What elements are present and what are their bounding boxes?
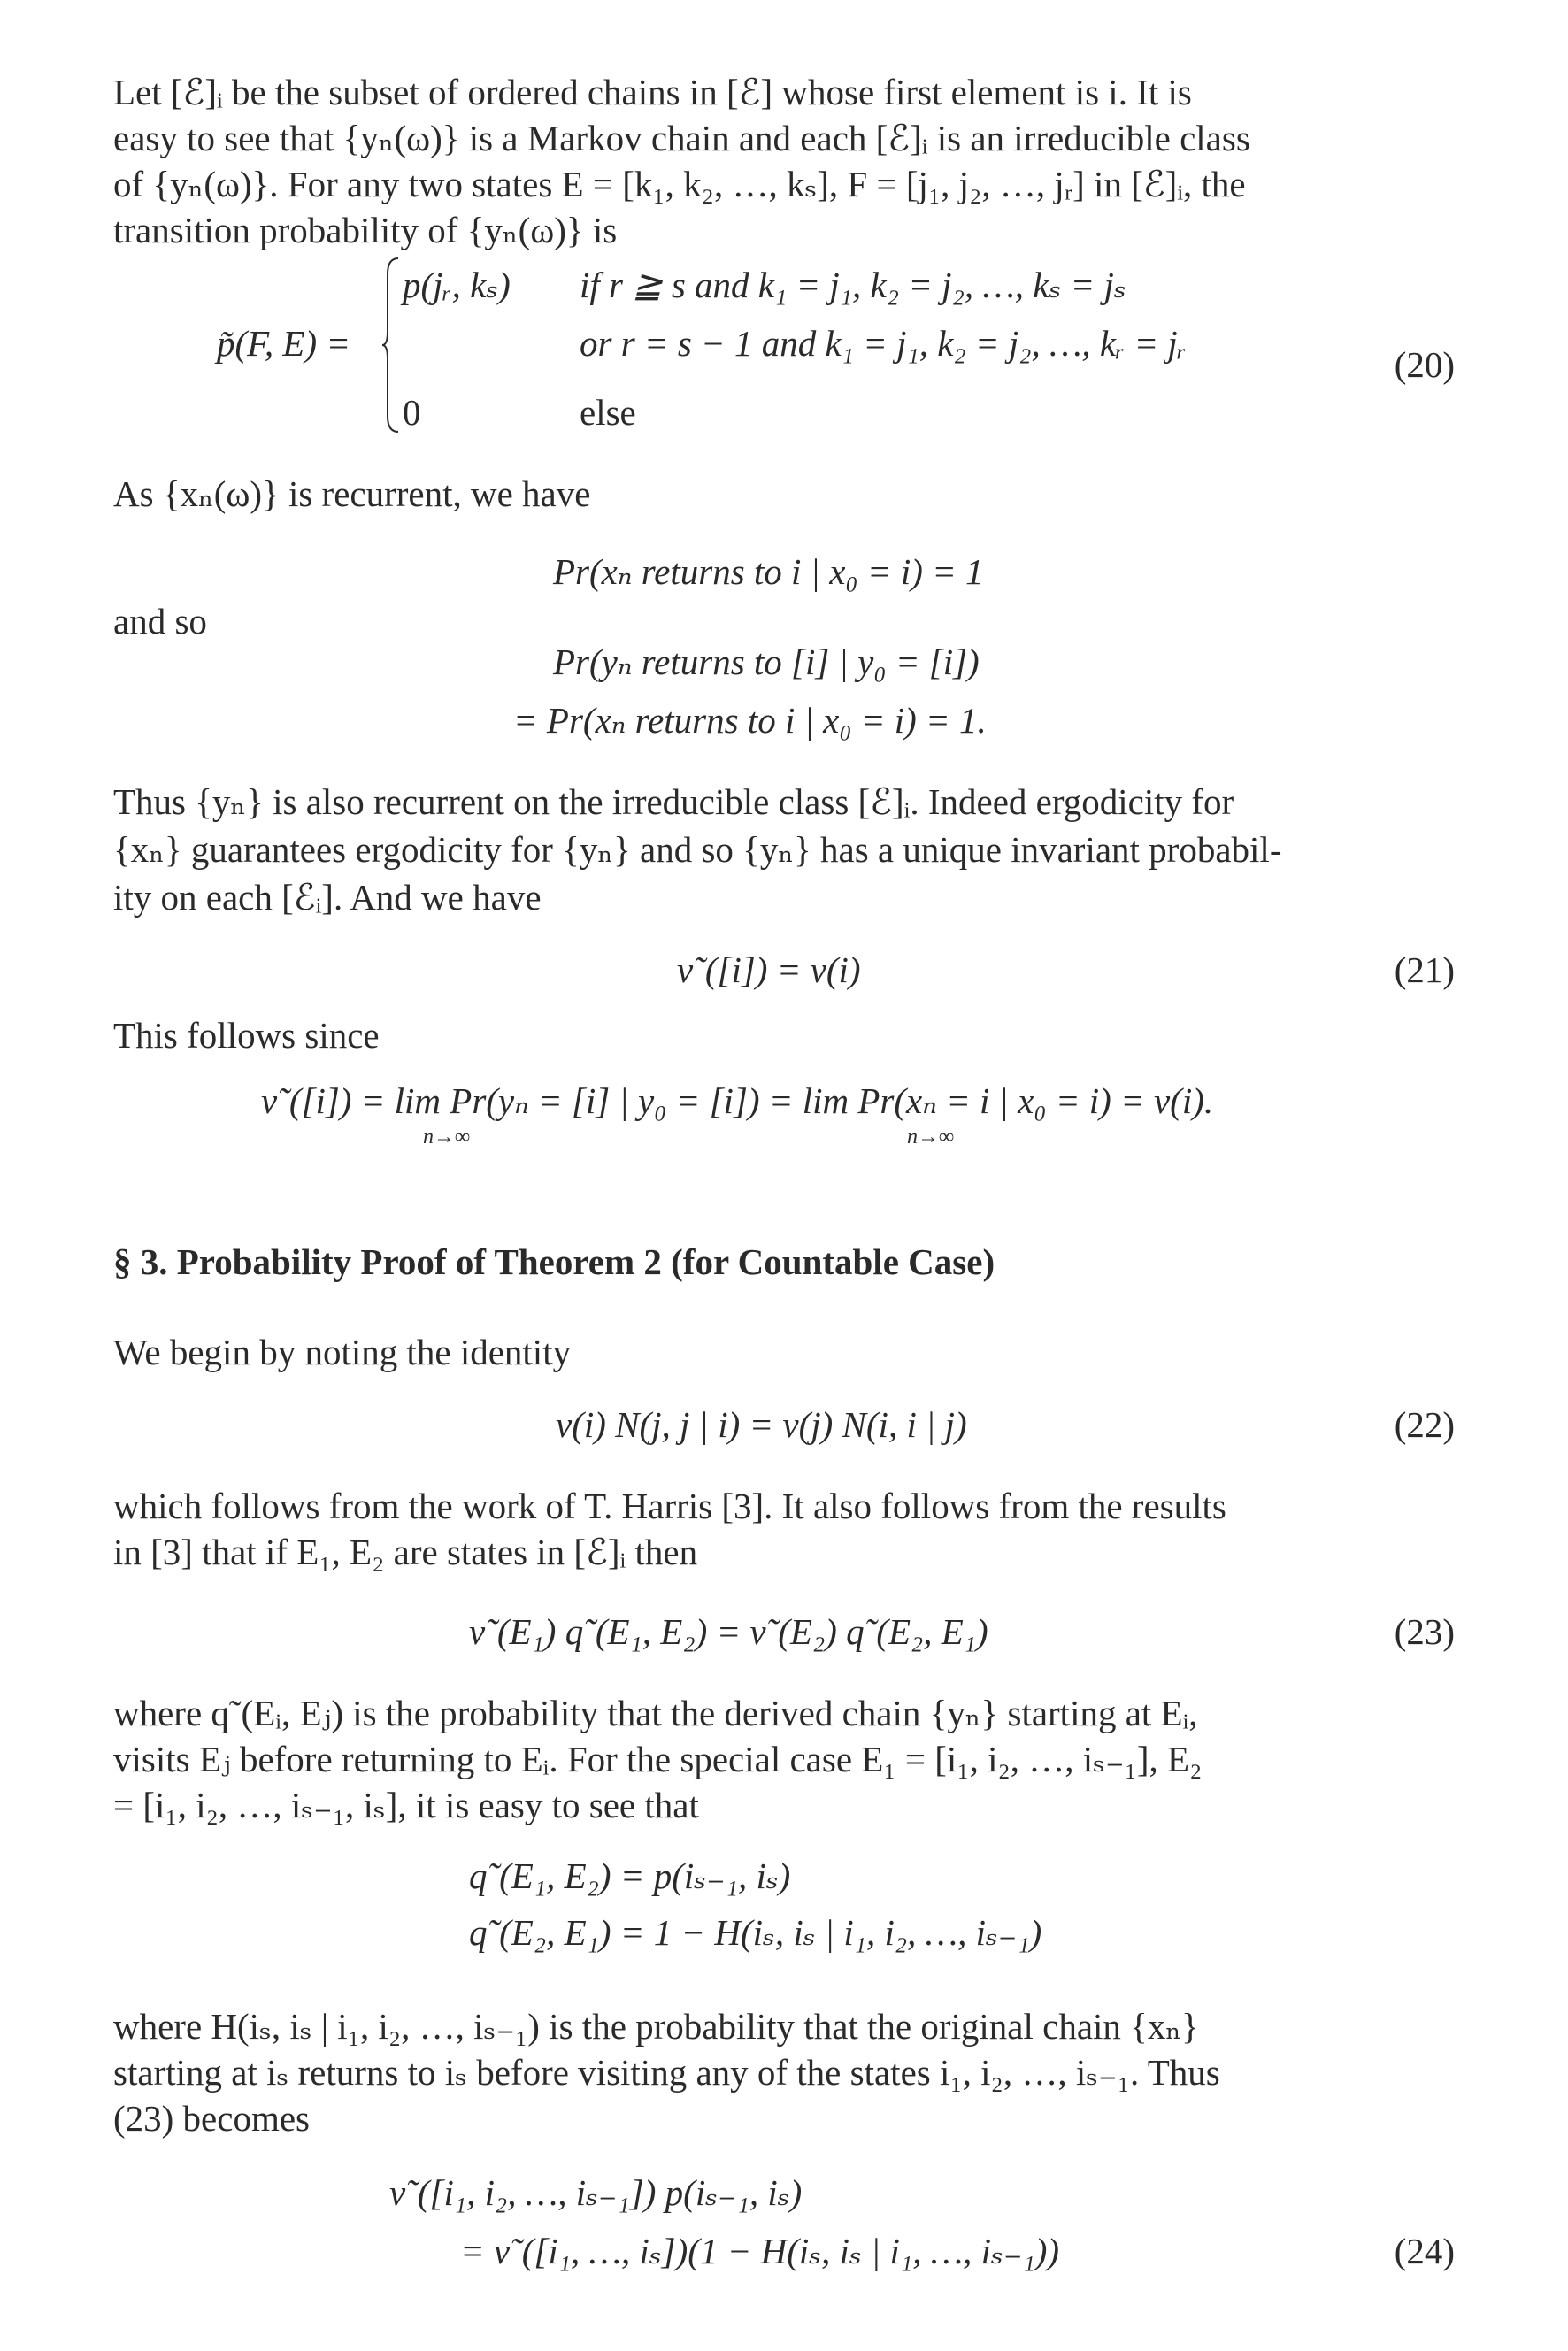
paragraph-line: which follows from the work of T. Harris [3]. It also follows from the results [113, 1486, 1226, 1526]
equation-number: (20) [1394, 344, 1455, 385]
paragraph-line: in [3] that if E₁, E₂ are states in [ℰ]ᵢ then [113, 1532, 698, 1572]
equation-limit: v˜([i]) = lim Pr(yₙ = [i] | y₀ = [i]) = lim Pr(xₙ = i | x₀ = i) = v(i). [261, 1080, 1214, 1121]
equation-q2: q˜(E₂, E₁) = 1 − H(iₛ, iₛ | i₁, i₂, …, iₛ₋₁) [469, 1912, 1042, 1953]
paragraph-line: Thus {yₙ} is also recurrent on the irreducible class [ℰ]ᵢ. Indeed ergodicity for [113, 781, 1234, 822]
paragraph-line: where q˜(Eᵢ, Eⱼ) is the probability that the derived chain {yₙ} starting at Eᵢ, [113, 1693, 1198, 1733]
equation-20-case3-condition: else [580, 392, 636, 433]
section-heading: § 3. Probability Proof of Theorem 2 (for Countable Case) [113, 1241, 995, 1282]
paragraph-line: {xₙ} guarantees ergodicity for {yₙ} and so {yₙ} has a unique invariant probabil- [113, 829, 1282, 870]
paragraph-line: ity on each [ℰᵢ]. And we have [113, 877, 542, 918]
equation-24-line-1: v˜([i₁, i₂, …, iₛ₋₁]) p(iₛ₋₁, iₛ) [389, 2172, 803, 2213]
equation-number: (23) [1394, 1611, 1455, 1652]
equation-number: (22) [1394, 1404, 1455, 1445]
paragraph-line: of {yₙ(ω)}. For any two states E = [k₁, k₂, …, kₛ], F = [j₁, j₂, …, jᵣ] in [ℰ]ᵢ, the [113, 164, 1246, 204]
paragraph-line: visits Eⱼ before returning to Eᵢ. For the special case E₁ = [i₁, i₂, …, iₛ₋₁], E₂ [113, 1739, 1203, 1779]
paragraph-line: easy to see that {yₙ(ω)} is a Markov chain and each [ℰ]ᵢ is an irreducible class [113, 118, 1250, 158]
equation-number: (24) [1394, 2231, 1455, 2271]
limit-subscript: n→∞ [423, 1126, 471, 1149]
equation-24-line-2: = v˜([i₁, …, iₛ])(1 − H(iₛ, iₛ | i₁, …, iₛ₋₁)) [460, 2231, 1060, 2271]
left-brace-icon [382, 257, 400, 434]
equation-22: v(i) N(j, j | i) = v(j) N(i, i | j) [556, 1404, 967, 1445]
limit-subscript: n→∞ [907, 1126, 955, 1149]
paragraph-line: and so [113, 601, 207, 642]
paragraph-line: We begin by noting the identity [113, 1332, 572, 1372]
equation-20-case2-condition: or r = s − 1 and k₁ = j₁, k₂ = j₂, …, kᵣ = jᵣ [580, 323, 1187, 364]
equation-returns-2b: = Pr(xₙ returns to i | x₀ = i) = 1. [513, 700, 987, 741]
equation-returns-2a: Pr(yₙ returns to [i] | y₀ = [i]) [553, 642, 980, 682]
paragraph-line: transition probability of {yₙ(ω)} is [113, 210, 618, 250]
equation-20-case1-condition: if r ≧ s and k₁ = j₁, k₂ = j₂, …, kₛ = jₛ [580, 265, 1126, 305]
paragraph-line: Let [ℰ]ᵢ be the subset of ordered chains in [ℰ] whose first element is i. It is [113, 72, 1192, 112]
equation-23: v˜(E₁) q˜(E₁, E₂) = v˜(E₂) q˜(E₂, E₁) [469, 1611, 988, 1652]
paragraph-line: starting at iₛ returns to iₛ before visiting any of the states i₁, i₂, …, iₛ₋₁. Thus [113, 2052, 1220, 2093]
equation-number: (21) [1394, 949, 1455, 990]
equation-21: v˜([i]) = v(i) [677, 949, 861, 990]
paragraph-line: (23) becomes [113, 2098, 310, 2139]
equation-q1: q˜(E₁, E₂) = p(iₛ₋₁, iₛ) [469, 1855, 791, 1896]
equation-returns-1: Pr(xₙ returns to i | x₀ = i) = 1 [553, 551, 984, 592]
equation-20-case1-value: p(jᵣ, kₛ) [403, 265, 511, 305]
paragraph-line: As {xₙ(ω)} is recurrent, we have [113, 473, 591, 514]
paragraph-line: = [i₁, i₂, …, iₛ₋₁, iₛ], it is easy to see that [113, 1785, 699, 1825]
equation-20-case3-value: 0 [403, 392, 421, 433]
paragraph-line: where H(iₛ, iₛ | i₁, i₂, …, iₛ₋₁) is the probability that the original chain {xₙ} [113, 2006, 1199, 2047]
paragraph-line: This follows since [113, 1015, 380, 1056]
equation-20-lhs: p̃(F, E) = [217, 323, 351, 364]
